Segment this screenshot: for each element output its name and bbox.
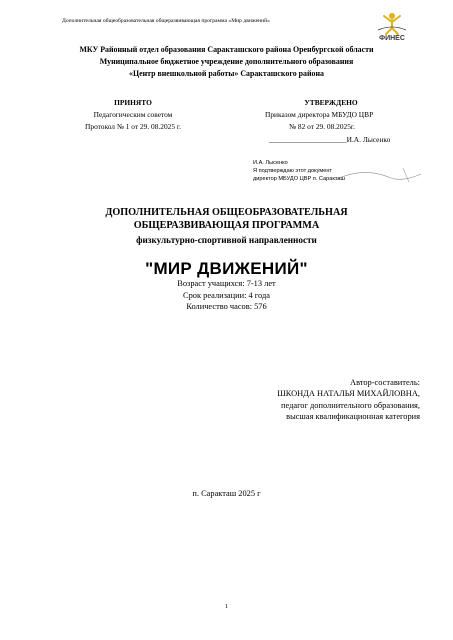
approved-line-3: _____________________И.А. Лысенко [269, 135, 391, 144]
program-name: "МИР ДВИЖЕНИЙ" [145, 259, 308, 278]
accepted-heading: ПРИНЯТО [114, 98, 152, 107]
accepted-line-2: Протокол № 1 от 29. 08.2025 г. [85, 122, 181, 131]
approved-block [276, 98, 386, 107]
program-title-line-2: ОБЩЕРАЗВИВАЮЩАЯ ПРОГРАММА [133, 220, 320, 231]
signature-line-3: директор МБУДО ЦВР п. Саракташ [253, 176, 345, 182]
program-direction: физкультурно-спортивной направленности [136, 235, 317, 245]
page-number: 1 [224, 603, 229, 610]
institution-line-1: МКУ Районный отдел образования Саракташского района Оренбургской области [79, 45, 374, 54]
institution-line-3: «Центр внешкольной работы» Саракташского района [129, 69, 324, 78]
program-hours: Количество часов: 576 [186, 302, 267, 311]
author-label: Автор-составитель: [350, 378, 420, 387]
signature-line-1: И.А. Лысенко [253, 160, 288, 166]
fitness-logo [368, 10, 416, 42]
institution-line-2: Муниципальное бюджетное учреждение дополнительного образования [99, 57, 354, 66]
accepted-line-1: Педагогическим советом [93, 110, 173, 119]
program-term: Срок реализации: 4 года [183, 291, 270, 300]
approved-line-1: Приказом директора МБУДО ЦВР [265, 110, 374, 119]
approved-line-2: № 82 от 29. 08.2025г. [289, 122, 355, 131]
author-position: педагог дополнительного образования, [281, 401, 420, 410]
author-name: ШКОНДА НАТАЛЬЯ МИХАЙЛОВНА, [277, 389, 420, 398]
header-program-line: Дополнительная общеобразовательная общеразвивающая программа «Мир движений» [62, 18, 270, 24]
logo-text: ФИНЕС [379, 35, 405, 42]
approved-heading: УТВЕРЖДЕНО [304, 98, 358, 107]
author-category: высшая квалификационная категория [286, 412, 420, 421]
signature-line-2: Я подтверждаю этот документ [253, 168, 332, 174]
program-age: Возраст учащихся: 7-13 лет [177, 279, 276, 288]
city-year: п. Саракташ 2025 г [192, 489, 261, 498]
accepted-block [78, 98, 188, 107]
program-title-line-1: ДОПОЛНИТЕЛЬНАЯ ОБЩЕОБРАЗОВАТЕЛЬНАЯ [105, 207, 348, 218]
